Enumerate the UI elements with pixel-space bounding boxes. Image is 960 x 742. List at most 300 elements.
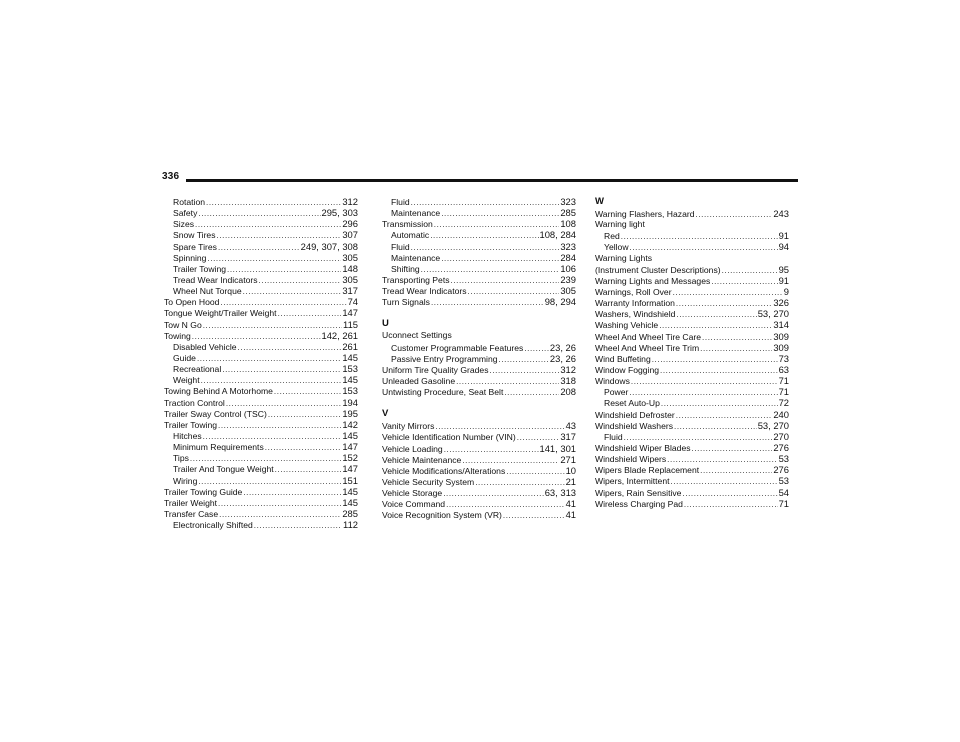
index-entry [595,319,789,330]
dot-leader [207,253,341,264]
entry-label: Warnings, Roll Over [595,286,672,297]
entry-page-numbers: 270 [773,430,789,442]
index-entry [595,342,789,353]
entry-label: Maintenance [391,252,441,263]
dot-leader [700,343,772,354]
entry-page-numbers: 153 [342,363,358,375]
entry-label: Wipers Blade Replacement [595,465,700,476]
dot-leader [274,386,341,397]
index-subentry [164,475,358,486]
entry-label: Wheel And Wheel Tire Care [595,331,702,342]
entry-label: Trailer Towing Guide [164,486,243,497]
index-entry [382,454,576,465]
entry-page-numbers: 94 [778,241,789,253]
entry-label: Tread Wear Indicators [173,274,258,285]
index-entry [164,419,358,430]
entry-label: Untwisting Procedure, Seat Belt [382,387,504,398]
index-entry [595,208,789,219]
index-subentry [382,229,576,240]
dot-leader [671,476,778,487]
entry-page-numbers: 284 [560,251,576,263]
entry-label: Voice Command [382,499,446,510]
entry-page-numbers: 145 [342,351,358,363]
entry-page-numbers: 326 [773,297,789,309]
entry-page-numbers: 276 [773,464,789,476]
entry-label: Red [604,231,620,242]
entry-page-numbers: 285 [560,207,576,219]
entry-label: Reset Auto-Up [604,398,660,409]
index-entry [595,353,789,364]
entry-label: Fluid [604,431,623,442]
index-entry [595,331,789,342]
entry-page-numbers: 106 [560,262,576,274]
entry-page-numbers: 21 [565,475,576,487]
dot-leader [435,421,564,432]
dot-leader [446,499,565,510]
entry-label: Wireless Charging Pad [595,498,683,509]
index-subentry [164,452,358,463]
dot-leader [203,431,342,442]
entry-page-numbers: 145 [342,374,358,386]
entry-page-numbers: 148 [342,262,358,274]
entry-page-numbers: 312 [342,196,358,207]
entry-label: Wipers, Rain Sensitive [595,487,682,498]
entry-page-numbers: 243 [773,208,789,219]
entry-page-numbers: 112 [343,519,358,531]
index-entry [595,275,789,286]
dot-leader [631,376,778,387]
index-subentry [382,353,576,364]
dot-leader [722,265,778,276]
entry-label: Turn Signals [382,297,430,308]
index-entry [595,364,789,375]
dot-leader [652,354,778,365]
dot-leader [506,466,564,477]
index-entry [382,285,576,296]
entry-page-numbers: 115 [343,318,358,330]
dot-leader [218,242,300,253]
entry-label: Transfer Case [164,508,219,519]
dot-leader [238,342,342,353]
index-subentry [382,241,576,252]
dot-leader [667,454,777,465]
entry-label: Warning Flashers, Hazard [595,209,695,219]
index-subentry [164,341,358,352]
index-entry [382,274,576,285]
entry-page-numbers: 63, 313 [544,487,576,499]
entry-label: Guide [173,352,196,363]
entry-page-numbers: 71 [778,375,789,387]
dot-leader [673,287,783,298]
index-entry [382,476,576,487]
entry-label: Trailer Sway Control (TSC) [164,408,267,419]
entry-page-numbers: 285 [342,507,358,519]
entry-label: Washing Vehicle [595,320,659,331]
dot-leader [243,286,342,297]
index-entry [382,364,576,375]
entry-page-numbers: 23, 26 [549,352,576,364]
entry-page-numbers: 323 [560,196,576,207]
entry-page-numbers: 208 [560,386,576,398]
dot-leader [278,308,342,319]
dot-leader [524,343,549,354]
entry-label: Wind Buffeting [595,353,651,364]
index-subentry [382,263,576,274]
entry-label: Towing Behind A Motorhome [164,386,273,397]
dot-leader [197,353,341,364]
entry-label: Passive Entry Programming [391,353,498,364]
entry-page-numbers: 98, 294 [544,296,576,308]
entry-page-numbers: 309 [773,330,789,342]
entry-label: Windshield Defroster [595,409,675,420]
entry-page-numbers: 91 [778,230,789,242]
dot-leader [682,488,777,499]
dot-leader [444,444,539,455]
dot-leader [411,242,560,253]
entry-label: Snow Tires [173,230,216,241]
entry-page-numbers: 147 [342,307,358,319]
index-subentry [164,218,358,229]
dot-leader [661,398,778,409]
dot-leader [219,509,341,520]
entry-page-numbers: 295, 303 [321,207,358,219]
index-subentry [164,374,358,385]
entry-page-numbers: 307 [342,229,358,241]
index-entry [164,397,358,408]
index-entry [595,297,789,308]
index-entry [164,508,358,519]
entry-page-numbers: 73 [778,352,789,364]
entry-label: Minimum Requirements [173,442,264,453]
dot-leader [227,264,341,275]
entry-label: Vehicle Identification Number (VIN) [382,432,516,443]
entry-label: Recreational [173,364,222,375]
entry-page-numbers: 147 [342,463,358,475]
index-subentry [382,207,576,218]
entry-page-numbers: 41 [565,509,576,521]
dot-leader [226,398,342,409]
entry-page-numbers: 261 [342,340,358,352]
index-entry [382,386,576,397]
entry-label: Trailer Towing [164,419,218,430]
entry-label: Hitches [173,430,202,441]
index-subentry [382,196,576,207]
index-letter-heading: V [382,408,389,420]
entry-label: Tow N Go [164,319,202,330]
dot-leader [220,297,346,308]
dot-leader [700,465,772,476]
entry-page-numbers: 63 [778,363,789,375]
entry-label: Trailer And Tongue Weight [173,464,274,475]
entry-label: Windshield Wiper Blades [595,442,691,453]
entry-page-numbers: 323 [560,240,576,252]
index-entry [382,375,576,386]
entry-page-numbers: 249, 307, 308 [300,240,358,252]
entry-page-numbers: 142 [342,418,358,430]
index-subentry [595,230,789,241]
entry-label: Wheel Nut Torque [173,286,242,297]
entry-label: Vehicle Storage [382,488,443,499]
dot-leader [265,442,342,453]
entry-page-numbers: 318 [560,374,576,386]
entry-page-numbers: 53, 270 [757,308,789,320]
entry-page-numbers: 305 [560,285,576,297]
page-number: 336 [162,171,180,182]
entry-page-numbers: 305 [342,273,358,285]
index-entry [382,443,576,454]
dot-leader [275,464,342,475]
index-entry [164,408,358,419]
dot-leader [621,231,778,242]
header-rule [186,179,798,182]
entry-page-numbers: 239 [560,273,576,285]
entry-label: Automatic [391,230,430,241]
dot-leader [659,320,772,331]
entry-page-numbers: 145 [342,485,358,497]
entry-label: Vanity Mirrors [382,421,435,432]
index-subentry [164,463,358,474]
entry-page-numbers: 53 [778,453,789,465]
dot-leader [499,354,549,365]
dot-leader [243,487,341,498]
dot-leader [674,421,757,432]
dot-leader [462,455,559,466]
entry-page-numbers: 53, 270 [757,419,789,431]
entry-label: Fluid [391,197,410,207]
entry-label: Maintenance [391,208,441,219]
entry-label: Shifting [391,263,420,274]
dot-leader [198,476,341,487]
entry-page-numbers: 271 [560,453,576,465]
dot-leader [201,375,342,386]
index-column-2 [382,196,576,521]
entry-label: Window Fogging [595,364,660,375]
dot-leader [684,499,778,510]
entry-label: Spare Tires [173,241,217,252]
index-entry [595,487,789,498]
entry-label: Windows [595,376,630,387]
entry-page-numbers: 141, 301 [539,442,576,454]
entry-label: Electronically Shifted [173,520,253,531]
entry-page-numbers: 53 [778,475,789,487]
dot-leader [503,510,565,521]
dot-leader [676,309,756,320]
index-entry [595,308,789,319]
dot-leader [190,453,341,464]
index-subentry [595,386,789,397]
entry-label: Uniform Tire Quality Grades [382,364,489,375]
entry-page-numbers: 152 [342,452,358,464]
index-entry [164,486,358,497]
dot-leader [421,264,560,275]
entry-page-numbers: 195 [342,407,358,419]
entry-label: Towing [164,330,191,341]
entry-label: Safety [173,208,198,219]
entry-page-numbers: 10 [565,464,576,476]
entry-page-numbers: 71 [778,497,789,509]
entry-page-numbers: 317 [560,431,576,443]
index-subentry [595,397,789,408]
dot-leader [711,276,777,287]
dot-leader [431,297,544,308]
entry-label: Wiring [173,475,198,486]
index-entry [595,453,789,464]
entry-label: Vehicle Modifications/Alterations [382,465,506,476]
entry-page-numbers: 43 [565,420,576,432]
index-entry [595,375,789,386]
entry-page-numbers: 108 [560,218,576,230]
dot-leader [490,365,560,376]
dot-leader [504,387,559,398]
entry-label: Tongue Weight/Trailer Weight [164,308,277,319]
dot-leader [198,208,320,219]
index-subentry [595,241,789,252]
index-subentry [164,352,358,363]
index-subentry [164,207,358,218]
entry-label: Windshield Washers [595,420,674,431]
index-subentry [164,252,358,263]
dot-leader [624,432,773,443]
index-subentry [164,196,358,207]
index-entry [164,296,358,307]
dot-leader [692,443,773,454]
entry-label: Sizes [173,219,195,230]
dot-leader [456,376,559,387]
index-entry [595,253,789,264]
index-column-1 [164,196,358,530]
entry-label: Vehicle Security System [382,476,475,487]
entry-label: (Instrument Cluster Descriptions) [595,264,721,275]
entry-page-numbers: 317 [342,285,358,297]
entry-page-numbers: 71 [778,386,789,398]
index-entry [382,431,576,442]
entry-label: Customer Programmable Features [391,342,524,353]
entry-page-numbers: 108, 284 [539,229,576,241]
section-spacer [382,307,576,318]
dot-leader [696,209,773,220]
entry-label: Tips [173,453,189,464]
entry-label: Warning Lights and Messages [595,275,711,286]
index-subentry [164,441,358,452]
index-letter-heading: U [382,318,389,330]
index-entry [382,330,576,341]
index-entry [595,219,789,230]
entry-label: Disabled Vehicle [173,341,237,352]
entry-label: Tread Wear Indicators [382,286,467,297]
entry-page-numbers: 276 [773,441,789,453]
entry-label: Wheel And Wheel Tire Trim [595,342,700,353]
entry-label: Unleaded Gasoline [382,375,456,386]
index-subentry [164,363,358,374]
dot-leader [411,197,560,208]
dot-leader [192,331,321,342]
entry-page-numbers: 72 [778,397,789,409]
entry-page-numbers: 151 [342,474,358,486]
index-entry [164,497,358,508]
index-entry [164,385,358,396]
index-subentry [382,342,576,353]
index-entry [595,442,789,453]
index-entry [164,307,358,318]
index-subentry [164,274,358,285]
entry-label: Trailer Weight [164,497,218,508]
entry-label: Voice Recognition System (VR) [382,510,502,521]
entry-page-numbers: 312 [560,363,576,375]
index-entry [595,409,789,420]
dot-leader [441,253,559,264]
entry-page-numbers: 74 [347,296,358,308]
entry-page-numbers: 305 [342,251,358,263]
entry-label: Weight [173,375,200,386]
index-column-3 [595,196,789,509]
entry-page-numbers: 9 [783,285,789,297]
index-entry [595,464,789,475]
dot-leader [629,387,777,398]
index-entry [164,319,358,330]
entry-page-numbers: 41 [565,498,576,510]
entry-page-numbers: 194 [342,396,358,408]
index-subentry [164,241,358,252]
entry-label: Warning Lights [595,252,653,263]
entry-label: Vehicle Loading [382,443,443,454]
entry-label: Wipers, Intermittent [595,476,670,487]
entry-label: Warranty Information [595,298,675,309]
index-entry [595,286,789,297]
dot-leader [259,275,342,286]
entry-label: To Open Hood [164,297,220,308]
index-entry [595,264,789,275]
entry-label: Warning light [595,219,645,230]
index-subentry [164,229,358,240]
entry-page-numbers: 54 [778,486,789,498]
dot-leader [451,275,560,286]
index-entry [382,218,576,229]
index-entry [595,420,789,431]
index-subentry [164,519,358,530]
entry-page-numbers: 23, 26 [549,341,576,353]
entry-page-numbers: 145 [342,496,358,508]
dot-leader [218,420,341,431]
entry-label: Transmission [382,219,433,230]
entry-page-numbers: 296 [342,218,358,230]
entry-label: Transporting Pets [382,274,450,285]
entry-page-numbers: 91 [778,274,789,286]
entry-page-numbers: 153 [342,385,358,397]
entry-label: Washers, Windshield [595,309,676,320]
index-letter-heading: W [595,196,604,207]
entry-label: Rotation [173,197,206,207]
index-entry [164,330,358,341]
index-entry [382,296,576,307]
entry-label: Uconnect Settings [382,330,452,341]
entry-label: Yellow [604,242,629,253]
entry-label: Trailer Towing [173,263,227,274]
entry-label: Spinning [173,252,207,263]
dot-leader [430,230,538,241]
index-subentry [595,431,789,442]
index-entry [382,487,576,498]
dot-leader [218,498,341,509]
index-subentry [164,263,358,274]
entry-label: Fluid [391,241,410,252]
dot-leader [268,409,342,420]
section-spacer [382,397,576,408]
index-entry [382,465,576,476]
entry-page-numbers: 95 [778,263,789,275]
index-subentry [382,252,576,263]
entry-page-numbers: 240 [773,408,789,420]
index-entry [382,420,576,431]
